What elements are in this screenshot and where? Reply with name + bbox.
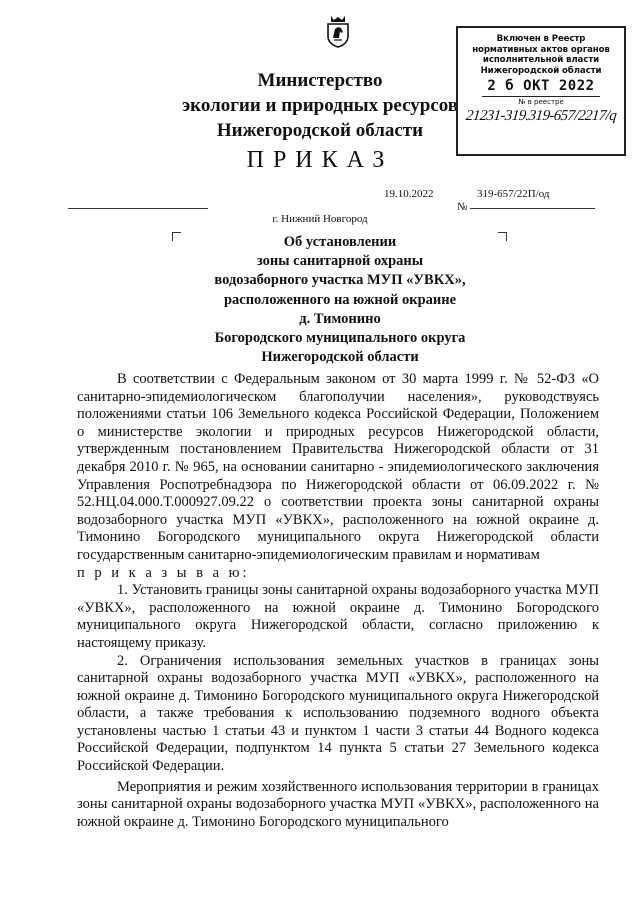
subject-line: зоны санитарной охраны	[256, 253, 424, 270]
ministry-line: экологии и природных ресурсов	[181, 95, 459, 116]
subject-line: Нижегородской области	[261, 349, 419, 366]
stamp-registry-number: 21231-319.319-657/2217/q	[465, 108, 617, 124]
subject-line: водозаборного участка МУП «УВКХ»,	[214, 272, 466, 289]
date-underline	[68, 208, 208, 209]
intro-paragraph: В соответствии с Федеральным законом от 30 марта 1999 г. № 52-ФЗ «О санитарно-эпидемиологическом благополучии населения», руководствуясь положениями статьи 106 Земельного кодекса Российской Федерации, Положением о министерстве экологии и природных ресурсов Нижегородской области, утвержденным постановлением Правительства Нижегородской области от 31 декабря 2010 г. № 965, на основании санитарно - эпидемиологического заключения Управления Роспотребнадзора по Нижегородской области от 06.09.2022 г. № 52.НЦ.04.000.Т.000927.09.22 о соответствии проекта зоны санитарной охраны водозаборного участка МУП «УВКХ», расположенного на южной окраине д. Тимонино Богородского муниципального округа Нижегородской области государственным санитарно-эпидемиологическим правилам и нормативам	[77, 371, 599, 563]
coat-of-arms-icon	[325, 14, 351, 48]
item-2-paragraph: 2. Ограничения использования земельных участков в границах зоны санитарной охраны водозаборного участка МУП «УВКХ», расположенного на южной окраине д. Тимонино Богородского муниципального округа Нижегородской области, а также требования к использованию подземного водного объекта установлены частью 1 статьи 43 и пунктом 1 части 3 статьи 44 Водного кодекса Российской Федерации, подпунктом 14 пункта 5 статьи 27 Земельного кодекса Российской Федерации.	[77, 652, 599, 775]
stamp-line: исполнительной власти	[482, 55, 600, 65]
order-subject	[140, 233, 540, 367]
order-number: 319-657/22П/од	[477, 188, 550, 200]
subject-line: Богородского муниципального округа	[214, 330, 466, 347]
registry-stamp	[456, 26, 626, 156]
ministry-line: Нижегородской области	[216, 120, 424, 141]
order-body	[77, 371, 599, 831]
order-word: п р и к а з ы в а ю:	[77, 564, 250, 581]
number-underline	[470, 208, 595, 209]
number-sign: №	[457, 201, 468, 213]
ministry-line: Министерство	[257, 70, 383, 91]
stamp-date: 2 б ОКТ 2022	[487, 78, 595, 94]
item-1-paragraph: 1. Установить границы зоны санитарной охраны водозаборного участка МУП «УВКХ», расположенного на южной окраине д. Тимонино Богородского муниципального округа Нижегородской области, согласно приложению к настоящему приказу.	[77, 582, 599, 651]
subject-line: д. Тимонино	[299, 310, 381, 327]
order-date: 19.10.2022	[384, 188, 434, 200]
ministry-name	[150, 68, 490, 143]
order-title: ПРИКАЗ	[246, 147, 394, 173]
stamp-line: нормативных актов органов	[472, 44, 610, 55]
item-3-paragraph: Мероприятия и режим хозяйственного использования территории в границах зоны санитарной охраны водозаборного участка МУП «УВКХ», расположенного на южной окраине д. Тимонино Богородского муниципального	[77, 778, 599, 830]
subject-line: Об установлении	[283, 234, 397, 250]
stamp-registry-label: № в реестре	[482, 96, 600, 106]
stamp-line: Включен в Реестр	[496, 34, 586, 44]
city: г. Нижний Новгород	[272, 213, 368, 225]
stamp-caption	[458, 34, 624, 76]
subject-line: расположенного на южной окраине	[223, 291, 457, 308]
stamp-line: Нижегородской области	[480, 65, 602, 76]
